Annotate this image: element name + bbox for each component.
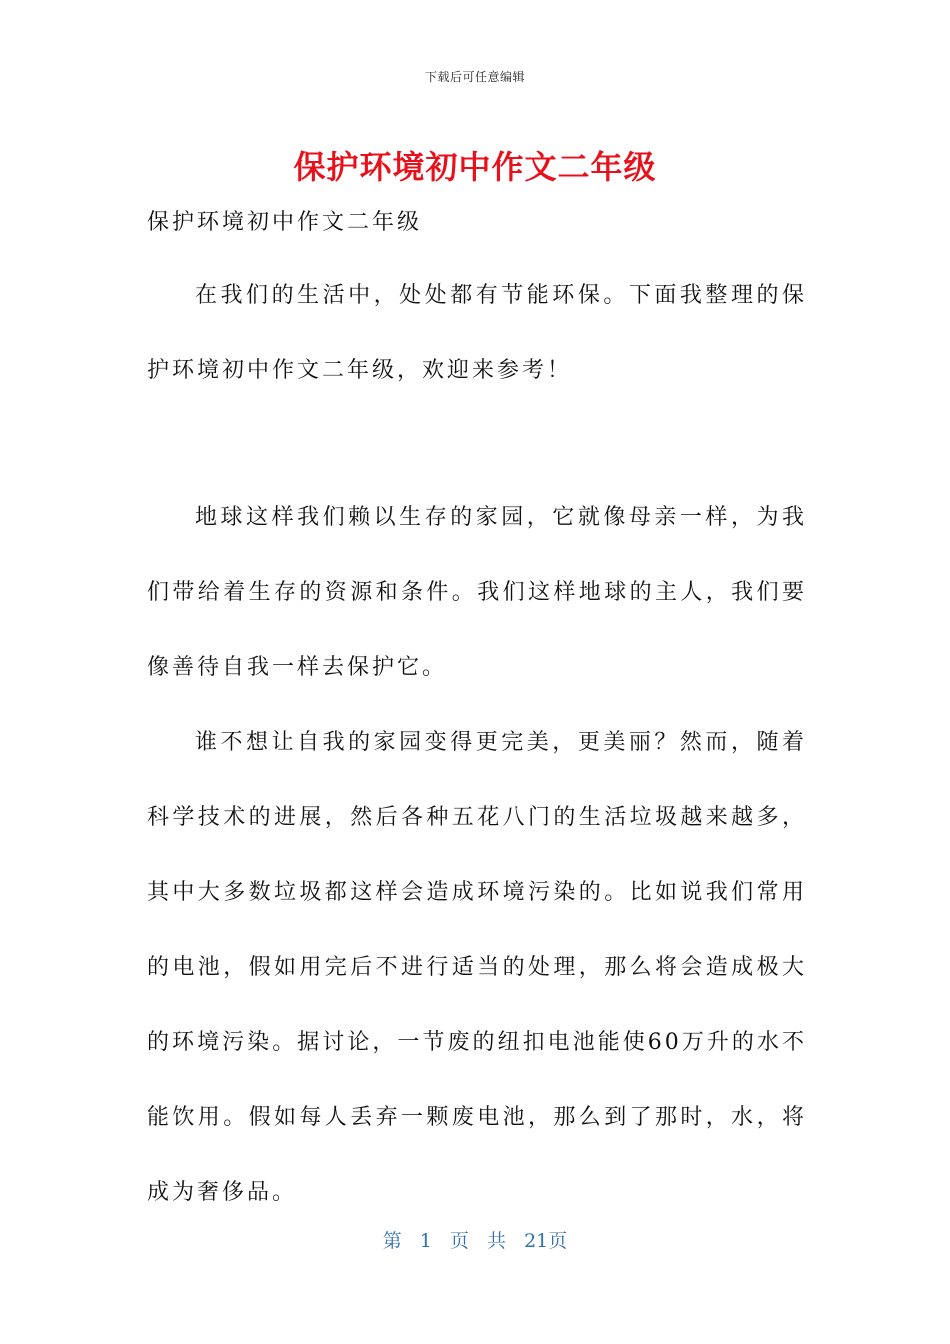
total-pages: 21页 (524, 1230, 568, 1252)
document-title: 保护环境初中作文二年级 (293, 148, 657, 186)
current-page-number: 1 (419, 1230, 432, 1252)
page-label-mid: 页 (449, 1230, 469, 1252)
paragraph-earth (147, 480, 807, 705)
document-subtitle: 保护环境初中作文二年级 (147, 210, 423, 235)
header-note: 下载后可任意编辑 (424, 70, 525, 84)
page-footer (0, 1226, 950, 1253)
paragraph-text: 谁不想让自我的家园变得更完美，更美丽？然而，随着科学技术的进展，然后各种五花八门的生活垃圾越来越多，其中大多数垃圾都这样会造成环境污染的。比如说我们常用的电池，假如用完后不进行适当的处理，那么将会造成极大的环境污染。据讨论，一节废的纽扣电池能使60万升的水不能饮用。假如每人丢弃一颗废电池，那么到了那时，水，将成为奢侈品。 (147, 730, 807, 1205)
paragraph-intro (147, 258, 807, 408)
page-label-prefix: 第 (382, 1230, 402, 1252)
paragraph-text: 地球这样我们赖以生存的家园，它就像母亲一样，为我们带给着生存的资源和条件。我们这样地球的主人，我们要像善待自我一样去保护它。 (147, 505, 807, 680)
total-label: 共 (487, 1230, 507, 1252)
paragraph-text: 在我们的生活中，处处都有节能环保。下面我整理的保护环境初中作文二年级，欢迎来参考！ (147, 283, 807, 383)
paragraph-batteries (147, 705, 807, 1230)
